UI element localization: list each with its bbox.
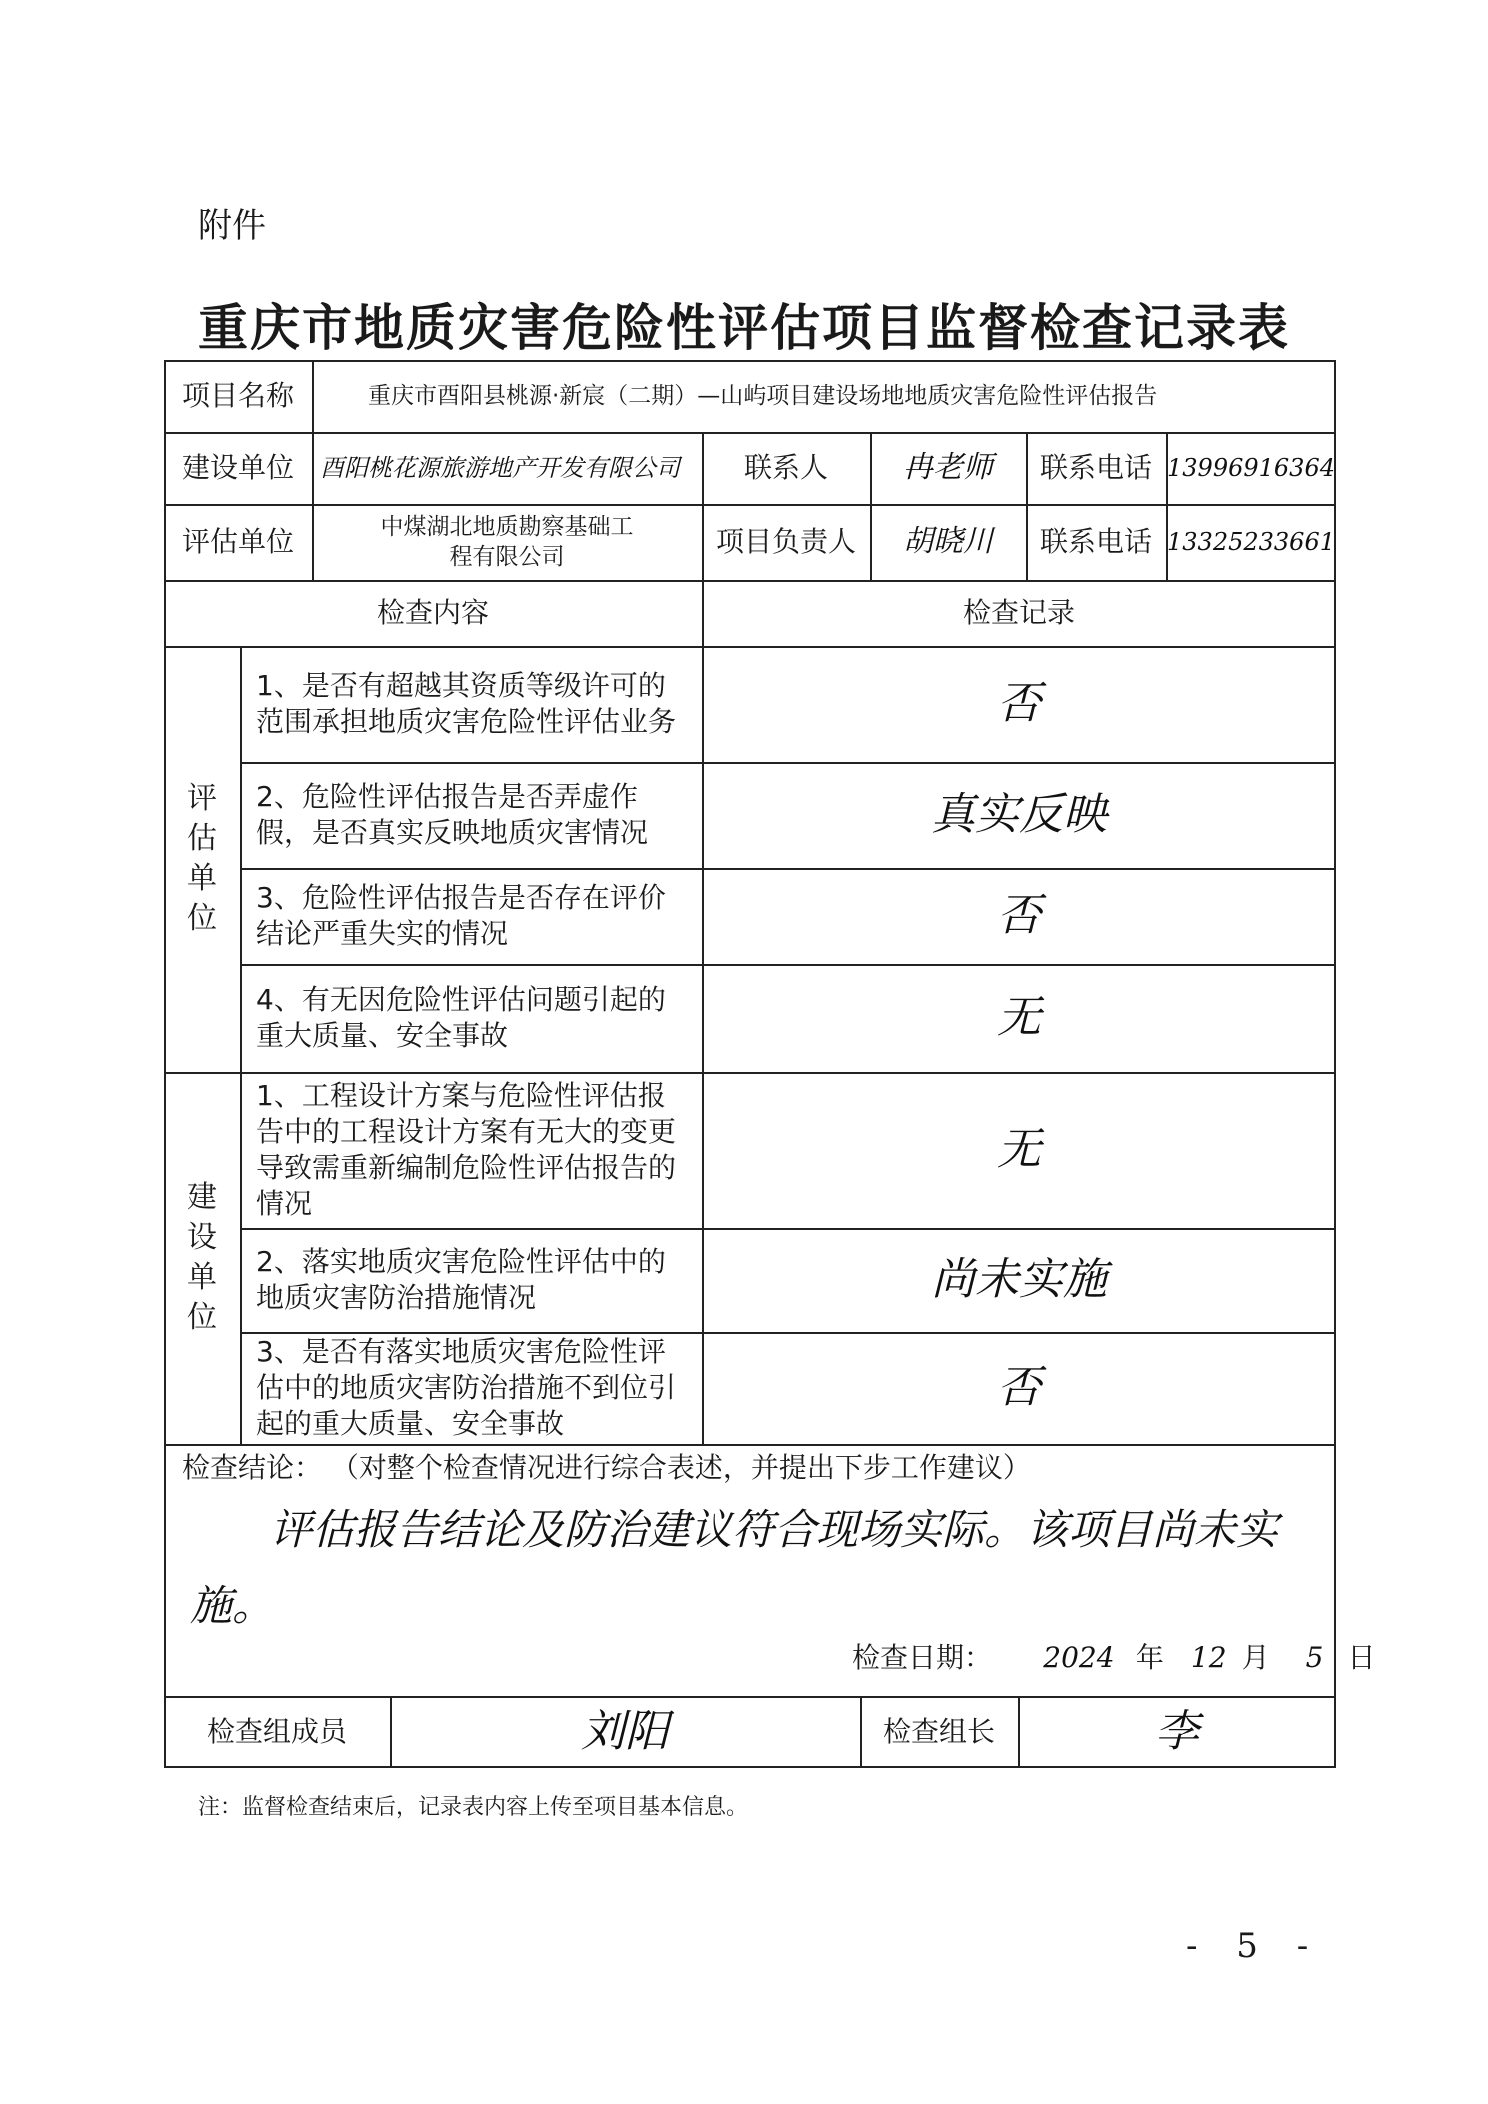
group-char: 位 bbox=[187, 901, 217, 936]
page-title: 重庆市地质灾害危险性评估项目监督检查记录表 bbox=[198, 298, 1290, 357]
construction-phone-value: 13996916364 bbox=[1167, 454, 1335, 482]
assessment-phone-label: 联系电话 bbox=[1039, 525, 1152, 558]
project-name-value: 重庆市酉阳县桃源·新宸（二期）—山屿项目建设场地地质灾害危险性评估报告 bbox=[368, 383, 1158, 409]
eval-item-text: 3、危险性评估报告是否存在评价结论严重失实的情况 bbox=[256, 881, 666, 950]
group-char: 估 bbox=[187, 821, 217, 856]
project-name-label: 项目名称 bbox=[181, 379, 294, 412]
construction-unit-value: 酉阳桃花源旅游地产开发有限公司 bbox=[320, 454, 680, 482]
eval-item-text: 2、危险性评估报告是否弄虚作假，是否真实反映地质灾害情况 bbox=[256, 780, 649, 849]
group-char: 设 bbox=[187, 1220, 217, 1255]
members-label: 检查组成员 bbox=[206, 1715, 347, 1748]
conclusion-label-row bbox=[182, 1450, 1031, 1486]
team-leader-value: 李 bbox=[1155, 1706, 1199, 1757]
footnote: 注：监督检查结束后，记录表内容上传至项目基本信息。 bbox=[198, 1795, 749, 1820]
date-year: 2024 bbox=[1043, 1641, 1115, 1674]
build-item-text: 2、落实地质灾害危险性评估中的地质灾害防治措施情况 bbox=[256, 1245, 666, 1314]
build-item-text: 3、是否有落实地质灾害危险性评估中的地质灾害防治措施不到位引起的重大质量、安全事故 bbox=[256, 1335, 677, 1440]
assessment-phone-value: 13325233661 bbox=[1167, 528, 1335, 556]
page-number: - 5 - bbox=[1186, 1926, 1323, 1966]
build-item-record: 无 bbox=[997, 1124, 1041, 1175]
eval-item-text: 4、有无因危险性评估问题引起的重大质量、安全事故 bbox=[256, 983, 666, 1052]
inspection-date-row bbox=[852, 1640, 1376, 1676]
contact-value: 冉老师 bbox=[903, 450, 993, 485]
conclusion-text: 评估报告结论及防治建议符合现场实际。该项目尚未实施。 bbox=[190, 1505, 1279, 1630]
group-char: 建 bbox=[187, 1180, 217, 1215]
group-label-assessment bbox=[164, 646, 240, 1072]
header-check-content: 检查内容 bbox=[376, 596, 489, 629]
date-label: 检查日期： bbox=[852, 1641, 993, 1674]
eval-item-record: 真实反映 bbox=[931, 789, 1107, 840]
group-char: 评 bbox=[187, 781, 217, 816]
group-char: 单 bbox=[187, 1260, 217, 1295]
construction-unit-label: 建设单位 bbox=[181, 451, 294, 484]
date-day-unit: 日 bbox=[1347, 1641, 1376, 1674]
assessment-unit-value: 中煤湖北地质勘察基础工程有限公司 bbox=[380, 514, 634, 570]
eval-item-record: 无 bbox=[997, 992, 1041, 1043]
project-leader-label: 项目负责人 bbox=[715, 525, 856, 558]
members-value: 刘阳 bbox=[581, 1706, 669, 1757]
eval-item-text: 1、是否有超越其资质等级许可的范围承担地质灾害危险性评估业务 bbox=[256, 669, 677, 738]
project-leader-value: 胡晓川 bbox=[903, 524, 993, 559]
date-day: 5 bbox=[1305, 1641, 1324, 1674]
eval-item-record: 否 bbox=[997, 678, 1041, 729]
conclusion-label: 检查结论： bbox=[182, 1451, 323, 1484]
contact-label: 联系人 bbox=[743, 451, 828, 484]
build-item-text: 1、工程设计方案与危险性评估报告中的工程设计方案有无大的变更导致需重新编制危险性评估报告的情况 bbox=[256, 1079, 677, 1220]
date-month-unit: 月 bbox=[1241, 1641, 1270, 1674]
eval-item-record: 否 bbox=[997, 890, 1041, 941]
team-leader-label: 检查组长 bbox=[882, 1715, 995, 1748]
group-label-construction bbox=[164, 1072, 240, 1444]
header-check-record: 检查记录 bbox=[962, 596, 1075, 629]
date-year-unit: 年 bbox=[1135, 1641, 1164, 1674]
construction-phone-label: 联系电话 bbox=[1039, 451, 1152, 484]
conclusion-hint: （对整个检查情况进行综合表述，并提出下步工作建议） bbox=[330, 1451, 1031, 1484]
date-month: 12 bbox=[1190, 1641, 1227, 1674]
assessment-unit-label: 评估单位 bbox=[181, 525, 294, 558]
group-char: 单 bbox=[187, 861, 217, 896]
build-item-record: 否 bbox=[997, 1362, 1041, 1413]
group-char: 位 bbox=[187, 1300, 217, 1335]
annex-label: 附件 bbox=[198, 206, 266, 246]
build-item-record: 尚未实施 bbox=[931, 1254, 1107, 1305]
